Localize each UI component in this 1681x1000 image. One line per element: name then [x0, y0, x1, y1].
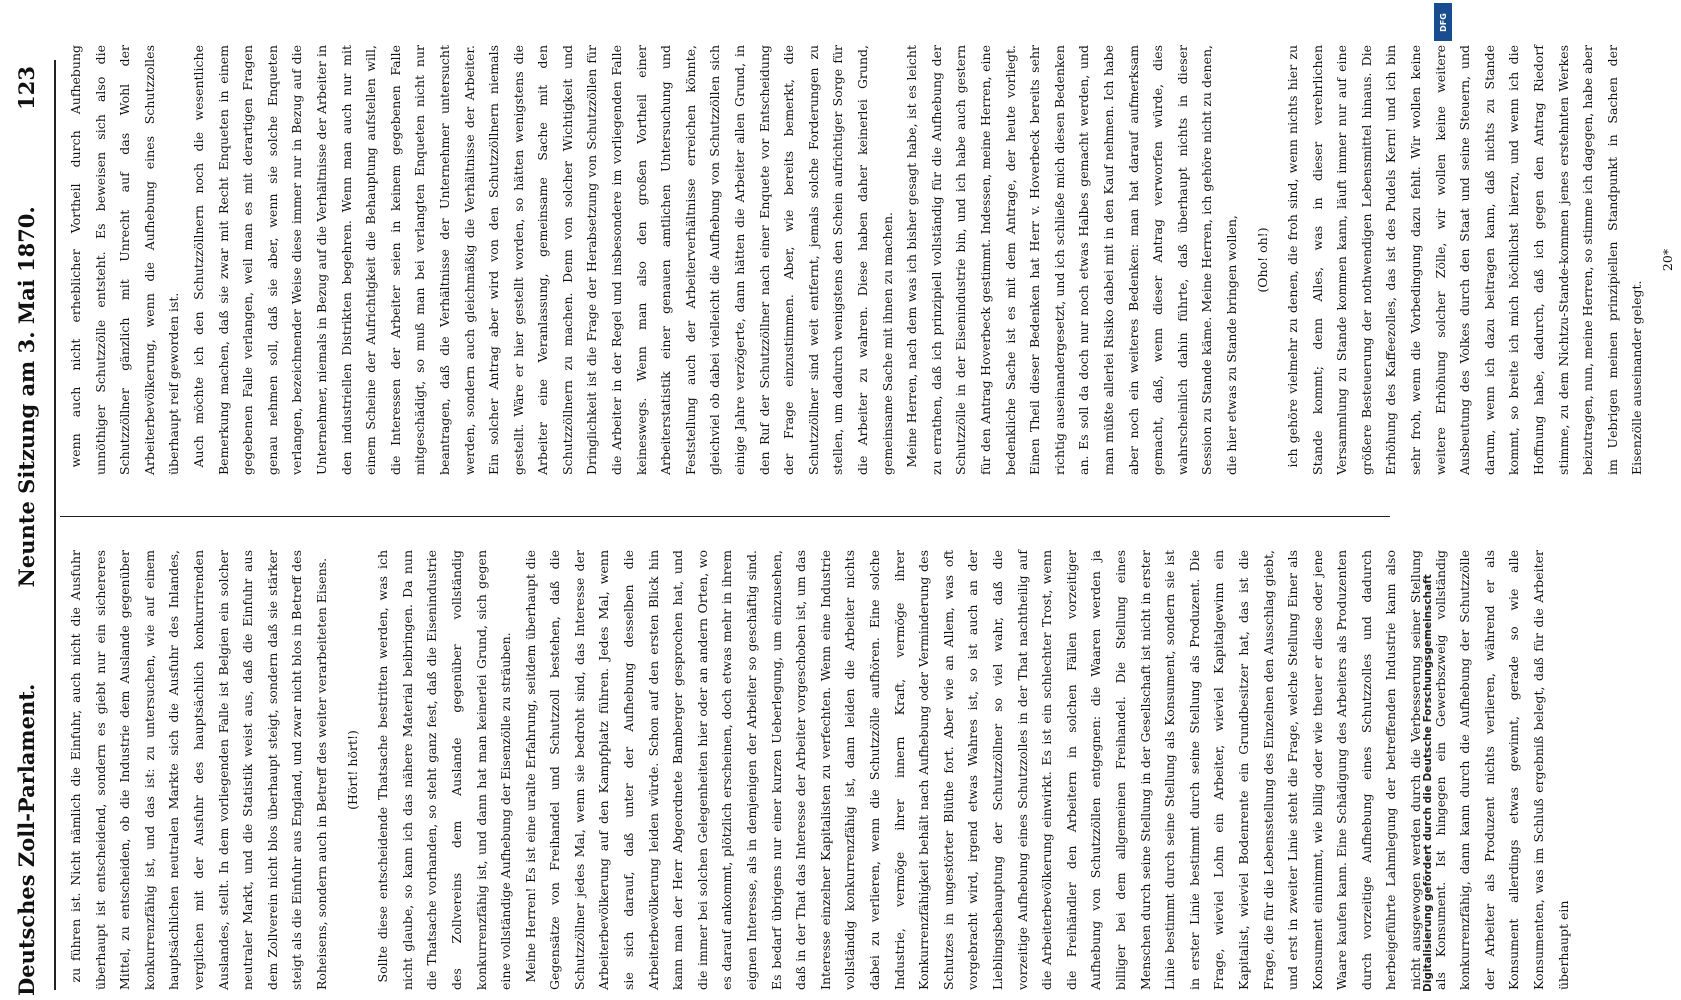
session-title: Neunte Sitzung am 3. Mai 1870.: [13, 206, 39, 588]
column-divider: [60, 516, 1390, 517]
paragraph: Meine Herren, nach dem was ich bisher gesagt habe, ist es leicht zu errathen, daß ich prinzipiell vollständig für die Aufhebung der Schutzzölle in der Eisenindustrie bin, und ich habe auch gestern für den Antrag Hoverbeck gestimmt. Indessen, meine Herren, eine bedenkliche Sache ist es mit dem Antrage, der heute vorliegt. Einen Theil dieser Bedenken hat Herr v. Hoverbeck bereits sehr richtig auseinandergesetzt, und ich schließe mich diesen Bedenken an. Es soll da doch nur noch etwas Halbes gemacht werden, und man müßte allerlei Risiko dabei mit in den Kauf nehmen. Ich habe aber noch ein weiteres Bedenken: man hat darauf aufmerksam gemacht, daß, wenn dieser Antrag verworfen würde, dies wahrscheinlich dahin führte, daß überhaupt nichts in dieser Session zu Stande käme. Meine Herren, ich gehöre nicht zu denen, die hier etwas zu Stande bringen wollen,: [904, 45, 1239, 475]
running-title: Deutsches Zoll-Parlament.: [13, 683, 39, 996]
dfg-logo: [1434, 3, 1452, 41]
paragraph: wenn auch nicht erheblicher Vortheil durch Aufhebung unnöthiger Schutzzölle entsteht. Es beweisen sich also die Schutzzöllner gänzlich mit Unrecht auf das Wohl der Arbeiterbevölkerung, wenn die Aufhebung eines Schutzzolles überhaupt reif geworden ist.: [68, 45, 182, 475]
signature-mark: 20*: [1660, 248, 1675, 272]
interjection: (Hört! hört!): [344, 730, 360, 810]
paragraph: Meine Herren! Es ist eine uralte Erfahrung, seitdem überhaupt die Gegensätze von Freihandel und Schutzzoll bestehen, daß die Schutzzöllner jedes Mal, wenn sie bedroht sind, das Interesse der Arbeiterbevölkerung auf den Kampfplatz führen. Jedes Mal, wenn sie sich darauf, daß unter der Aufhebung desselben die Arbeiterbevölkerung leiden würde. Schon auf den ersten Blick hin kann man der Herr Abgeordnete Bamberger gesprochen hat, und die immer bei solchen Gelegenheiten hier oder an andern Orten, wo es darauf ankommt, plötzlich erscheinen, doch etwas mehr in ihrem eignen Interesse, als in demjenigen der Arbeiter so geschäftig sind. Es bedarf übrigens nur einer kurzen Ueberlegung, um einzusehen, daß in der That das Interesse der Arbeiter vorgeschoben ist, um das Interesse einzelner Kapitalisten zu verfechten. Wenn eine Industrie vollständig konkurrenzfähig ist, dann leiden die Arbeiter nichts dabei zu verlieren, wenn die Schutzzölle aufhören. Eine solche Industrie, vermöge ihrer innern Kraft, vermöge ihrer Konkurrenzfähigkeit behält nach Aufhebung oder Verminderung des Schutzes in ungestörter Blüthe fort. Aber wie an Allem, was oft vorgebracht wird, irgend etwas Wahres ist, so ist auch an der Lieblingsbehauptung der Schutzzöllner so viel wahr, daß die vorzeitige Aufhebung eines Schutzzolles in der That nachtheilig auf die Arbeiterbevölkerung einwirkt. Es ist ein schlechter Trost, wenn die Freihändler den Arbeitern in solchen Fällen vorzeitiger Aufhebung von Schutzzöllen entgegnen: die Waaren werden ja billiger bei dem allgemeinen Freihandel. Die Stellung eines Menschen durch seine Stellung in der Gesellschaft ist nicht in erster Linie bestimmt durch seine Stellung als Konsument, sondern sie ist in erster Linie bestimmt durch seine Stellung als Produzent. Die Frage, wieviel Lohn ein Arbeiter, wieviel Kapitalgewinn ein Kapitalist, wieviel Bodenrente ein Grundbesitzer hat, das ist die Frage, die für die Lebensstellung des Einzelnen den Ausschlag giebt, und erst in zweiter Linie steht die Frage, welche Stellung Einer als Konsument einnimmt, wie billig oder wie theuer er diese oder jene Waare kaufen kann. Eine Schädigung des Arbeiters als Produzenten durch vorzeitige Aufhebung eines Schutzzolles und dadurch herbeigeführte Lahmlegung der betreffenden Industrie kann also nicht ausgewogen werden durch die Verbesserung seiner Stellung als Konsument. Ist hingegen ein Gewerbszweig vollständig konkurrenzfähig, dann kann durch die Aufhebung der Schutzzölle der Arbeiter als Produzent nichts verlieren, während er als Konsument allerdings etwas gewinnt, gerade so wie alle Konsumenten, was im Schluß ergebniß belegt, daß für die Arbeiter überhaupt ein: [522, 550, 1571, 990]
digitization-credit: Digitalisierung gefördert durch die Deutsche Forschungsgemeinschaft: [1422, 574, 1434, 992]
page-header: [6, 66, 46, 996]
paragraph: Auch möchte ich den Schutzzöllnern noch die wesentliche Bemerkung machen, daß sie zwar mit Recht Enqueten in einem gegebenen Falle verlangen, weil man es mit derartigen Fragen genau nehmen soll, daß sie aber, wenn sie solche Enqueten verlangen, bezeichnender Weise diese immer nur in Bezug auf die Unternehmer, niemals in Bezug auf die Verhältnisse der Arbeiter in den industriellen Distrikten begehren. Wenn man auch nur mit einem Scheine der Aufrichtigkeit die Behauptung aufstellen will, die Interessen der Arbeiter seien in keinem gegebenen Falle mitgeschädigt, so muß man bei verlangten Enqueten nicht nur beantragen, daß die Verhältnisse der Unternehmer untersucht werden, sondern auch gleichmäßig die Verhältnisse der Arbeiter. Ein solcher Antrag aber wird von den Schutzzöllnern niemals gestellt. Wäre er hier gestellt worden, so hätten wenigstens die Arbeiter eine Veranlassung, gemeinsame Sache mit den Schutzzöllnern zu machen. Denn von solcher Wichtigkeit und Dringlichkeit ist die Frage der Herabsetzung von Schutzzöllen für die Arbeiter in der Regel und insbesondere im vorliegenden Falle keineswegs. Wenn man also den großen Vortheil einer Arbeiterstatistik einer genauen amtlichen Untersuchung und Feststellung auch der Arbeiterverhältnisse erreichen könnte, gleichviel ob dabei vielleicht die Aufhebung von Schutzzöllen sich einige Jahre verzögerte, dann hätten die Arbeiter allen Grund, in den Ruf der Schutzzöllner nach einer Enquete vor Entscheidung der Frage einzustimmen. Aber, wie bereits bemerkt, die Schutzzöllner sind weit entfernt, jemals solche Forderungen zu stellen, um dadurch wenigstens den Schein aufrichtiger Sorge für die Arbeiter zu wahren. Diese haben daher keinerlei Grund, gemeinsame Sache mit ihnen zu machen.: [190, 45, 895, 475]
logo-text: DFG: [1438, 12, 1448, 32]
right-column: [64, 45, 1675, 475]
paragraph: Sollte diese entscheidende Thatsache bestritten werden, was ich nicht glaube, so kann ich das nähere Material beibringen. Da nun die Thatsache vorhanden, so steht ganz fest, daß die Eisenindustrie des Zollvereins dem Auslande gegenüber vollständig konkurrenzfähig ist, und dann hat man keinerlei Grund, sich gegen eine vollständige Aufhebung der Eisenzölle zu sträuben.: [375, 550, 514, 990]
header-rule: [54, 60, 56, 990]
paragraph: zu führen ist. Nicht nämlich die Einfuhr, auch nicht die Ausfuhr überhaupt ist entscheidend, sondern es giebt nur ein sichereres Mittel, zu entscheiden, ob die Industrie dem Auslande gegenüber konkurrenzfähig ist, und das ist: zu untersuchen, wie auf einem hauptsächlichen neutralen Markte sich die Ausfuhr des Inlandes, verglichen mit der Ausfuhr des hauptsächlich konkurrirenden Auslandes, stellt. In dem vorliegenden Falle ist Belgien ein solcher neutraler Markt, und die Statistik weist aus, daß die Einfuhr aus dem Zollverein nicht blos überhaupt steigt, sondern daß sie stärker steigt als die Einfuhr aus England, und zwar nicht blos in Betreff des Roheisens, sondern auch in Betreff des weiter verarbeiteten Eisens.: [68, 550, 329, 990]
interjection: (Oho! oh!): [1254, 227, 1270, 293]
paragraph: ich gehöre vielmehr zu denen, die froh sind, wenn nichts hier zu Stande kommt; denn Alles, was in dieser verehrlichen Versammlung zu Stande kommen kann, läuft immer nur auf eine größere Besteuerung der nothwendigen Lebensmittel hinaus. Die Erhöhung des Kaffeezolles, das ist des Pudels Kern! und ich bin sehr froh, wenn die Vorbedingung dazu fehlt. Wir wollen keine weitere Erhöhung solcher Zölle, wir wollen keine weitere Ausbeutung des Volkes durch den Staat und seine Steuern, und darum, wenn ich dazu beitragen kann, daß nichts zu Stande kommt, so breite ich mich höchlichst hierzu, und wenn ich die Hoffnung habe, dadurch, daß ich gegen den Antrag Riedorf stimme, zu dem Nichtzu-Stande-kommen jenes erstehnten Werkes beizutragen, nun, meine Herren, so stimme ich dagegen, habe aber im Uebrigen meinen prinzipiellen Standpunkt in Sachen der Eisenzölle auseinander gelegt.: [1285, 45, 1645, 475]
page-number: 123: [13, 66, 39, 110]
